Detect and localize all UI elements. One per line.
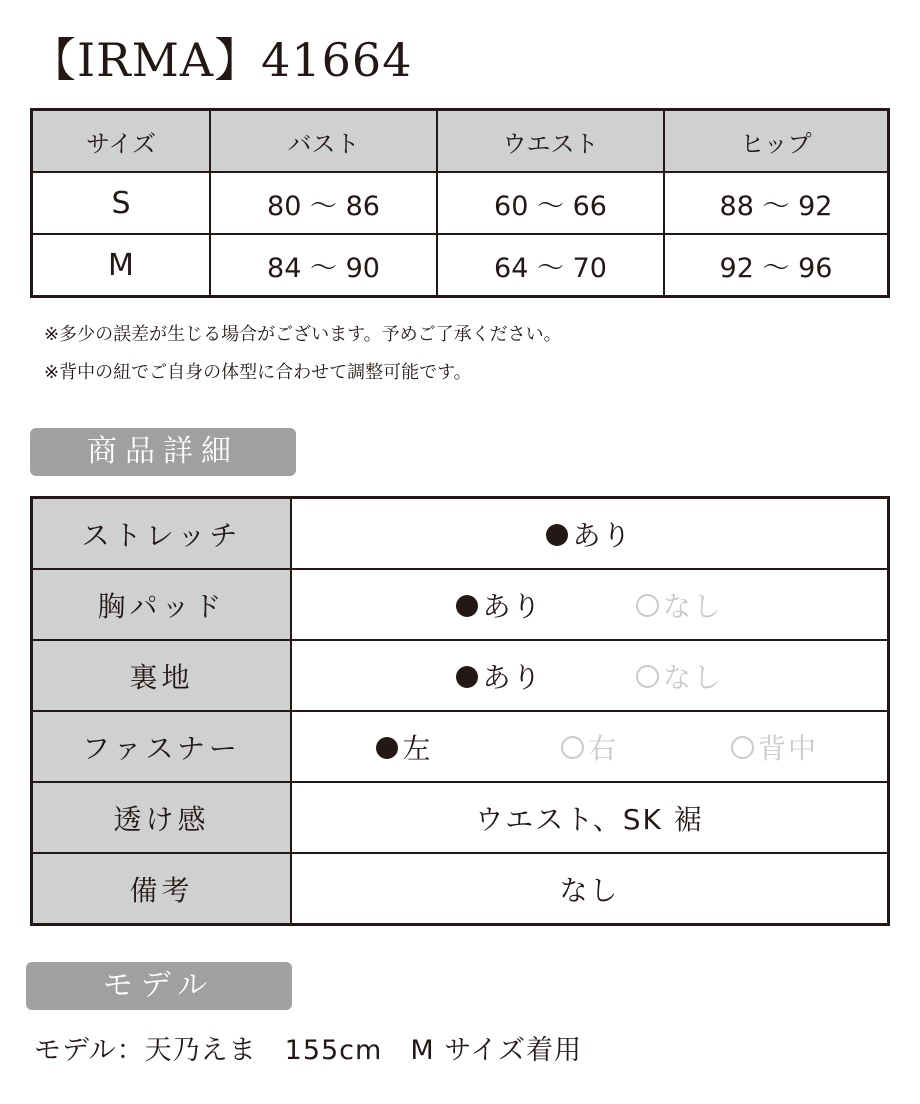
bust-value: 80 〜 86 [210,172,437,234]
empty-circle-icon [731,736,754,759]
product-title: 【IRMA】41664 [30,33,413,87]
filled-circle-icon [546,524,568,546]
bust-value: 84 〜 90 [210,234,437,297]
option-text: なし [662,660,723,694]
option-text: 右 [587,731,618,765]
option-unselected [590,656,770,696]
detail-label: 胸パッド [32,569,292,640]
option-text: あり [572,518,633,552]
size-label: M [32,234,211,297]
waist-value: 60 〜 66 [437,172,664,234]
size-row-m [32,234,889,297]
option-text: あり [482,660,543,694]
size-table [30,108,890,298]
option-text: なし [662,589,723,623]
model-info: モデル：天乃えま 155cm M サイズ着用 [34,1035,583,1066]
detail-row-sheer [32,782,889,853]
detail-label: 備考 [32,853,292,925]
empty-circle-icon [561,736,584,759]
model-heading: モデル [26,962,292,1010]
hip-value: 88 〜 92 [664,172,889,234]
detail-value: なし [291,853,889,925]
detail-value [291,640,889,711]
details-heading: 商品詳細 [30,428,296,476]
option-text: 左 [402,731,433,765]
header-waist: ウエスト [437,110,664,173]
detail-row-pad [32,569,889,640]
size-row-s [32,172,889,234]
detail-label: ストレッチ [32,498,292,570]
waist-value: 64 〜 70 [437,234,664,297]
detail-row-remarks [32,853,889,925]
detail-value: ウエスト、SK 裾 [291,782,889,853]
option-selected [546,514,632,554]
option-selected [312,727,497,767]
detail-row-stretch [32,498,889,570]
filled-circle-icon [456,595,478,617]
option-unselected [682,727,867,767]
size-label: S [32,172,211,234]
header-hip: ヒップ [664,110,889,173]
detail-value [291,569,889,640]
option-unselected [590,585,770,625]
detail-label: 透け感 [32,782,292,853]
header-size: サイズ [32,110,211,173]
detail-row-lining [32,640,889,711]
details-table [30,496,890,926]
detail-label: ファスナー [32,711,292,782]
detail-value [291,711,889,782]
option-unselected [497,727,682,767]
header-bust: バスト [210,110,437,173]
option-selected [410,656,590,696]
option-text: あり [482,589,543,623]
detail-label: 裏地 [32,640,292,711]
empty-circle-icon [636,665,659,688]
detail-row-fastener [32,711,889,782]
empty-circle-icon [636,594,659,617]
detail-value [291,498,889,570]
option-selected [410,585,590,625]
size-table-header [32,110,889,173]
hip-value: 92 〜 96 [664,234,889,297]
size-notes [44,316,562,392]
option-text: 背中 [757,731,818,765]
note-line: ※多少の誤差が生じる場合がございます。予めご了承ください。 [44,324,562,345]
filled-circle-icon [376,737,398,759]
filled-circle-icon [456,666,478,688]
note-line: ※背中の紐でご自身の体型に合わせて調整可能です。 [44,362,472,383]
